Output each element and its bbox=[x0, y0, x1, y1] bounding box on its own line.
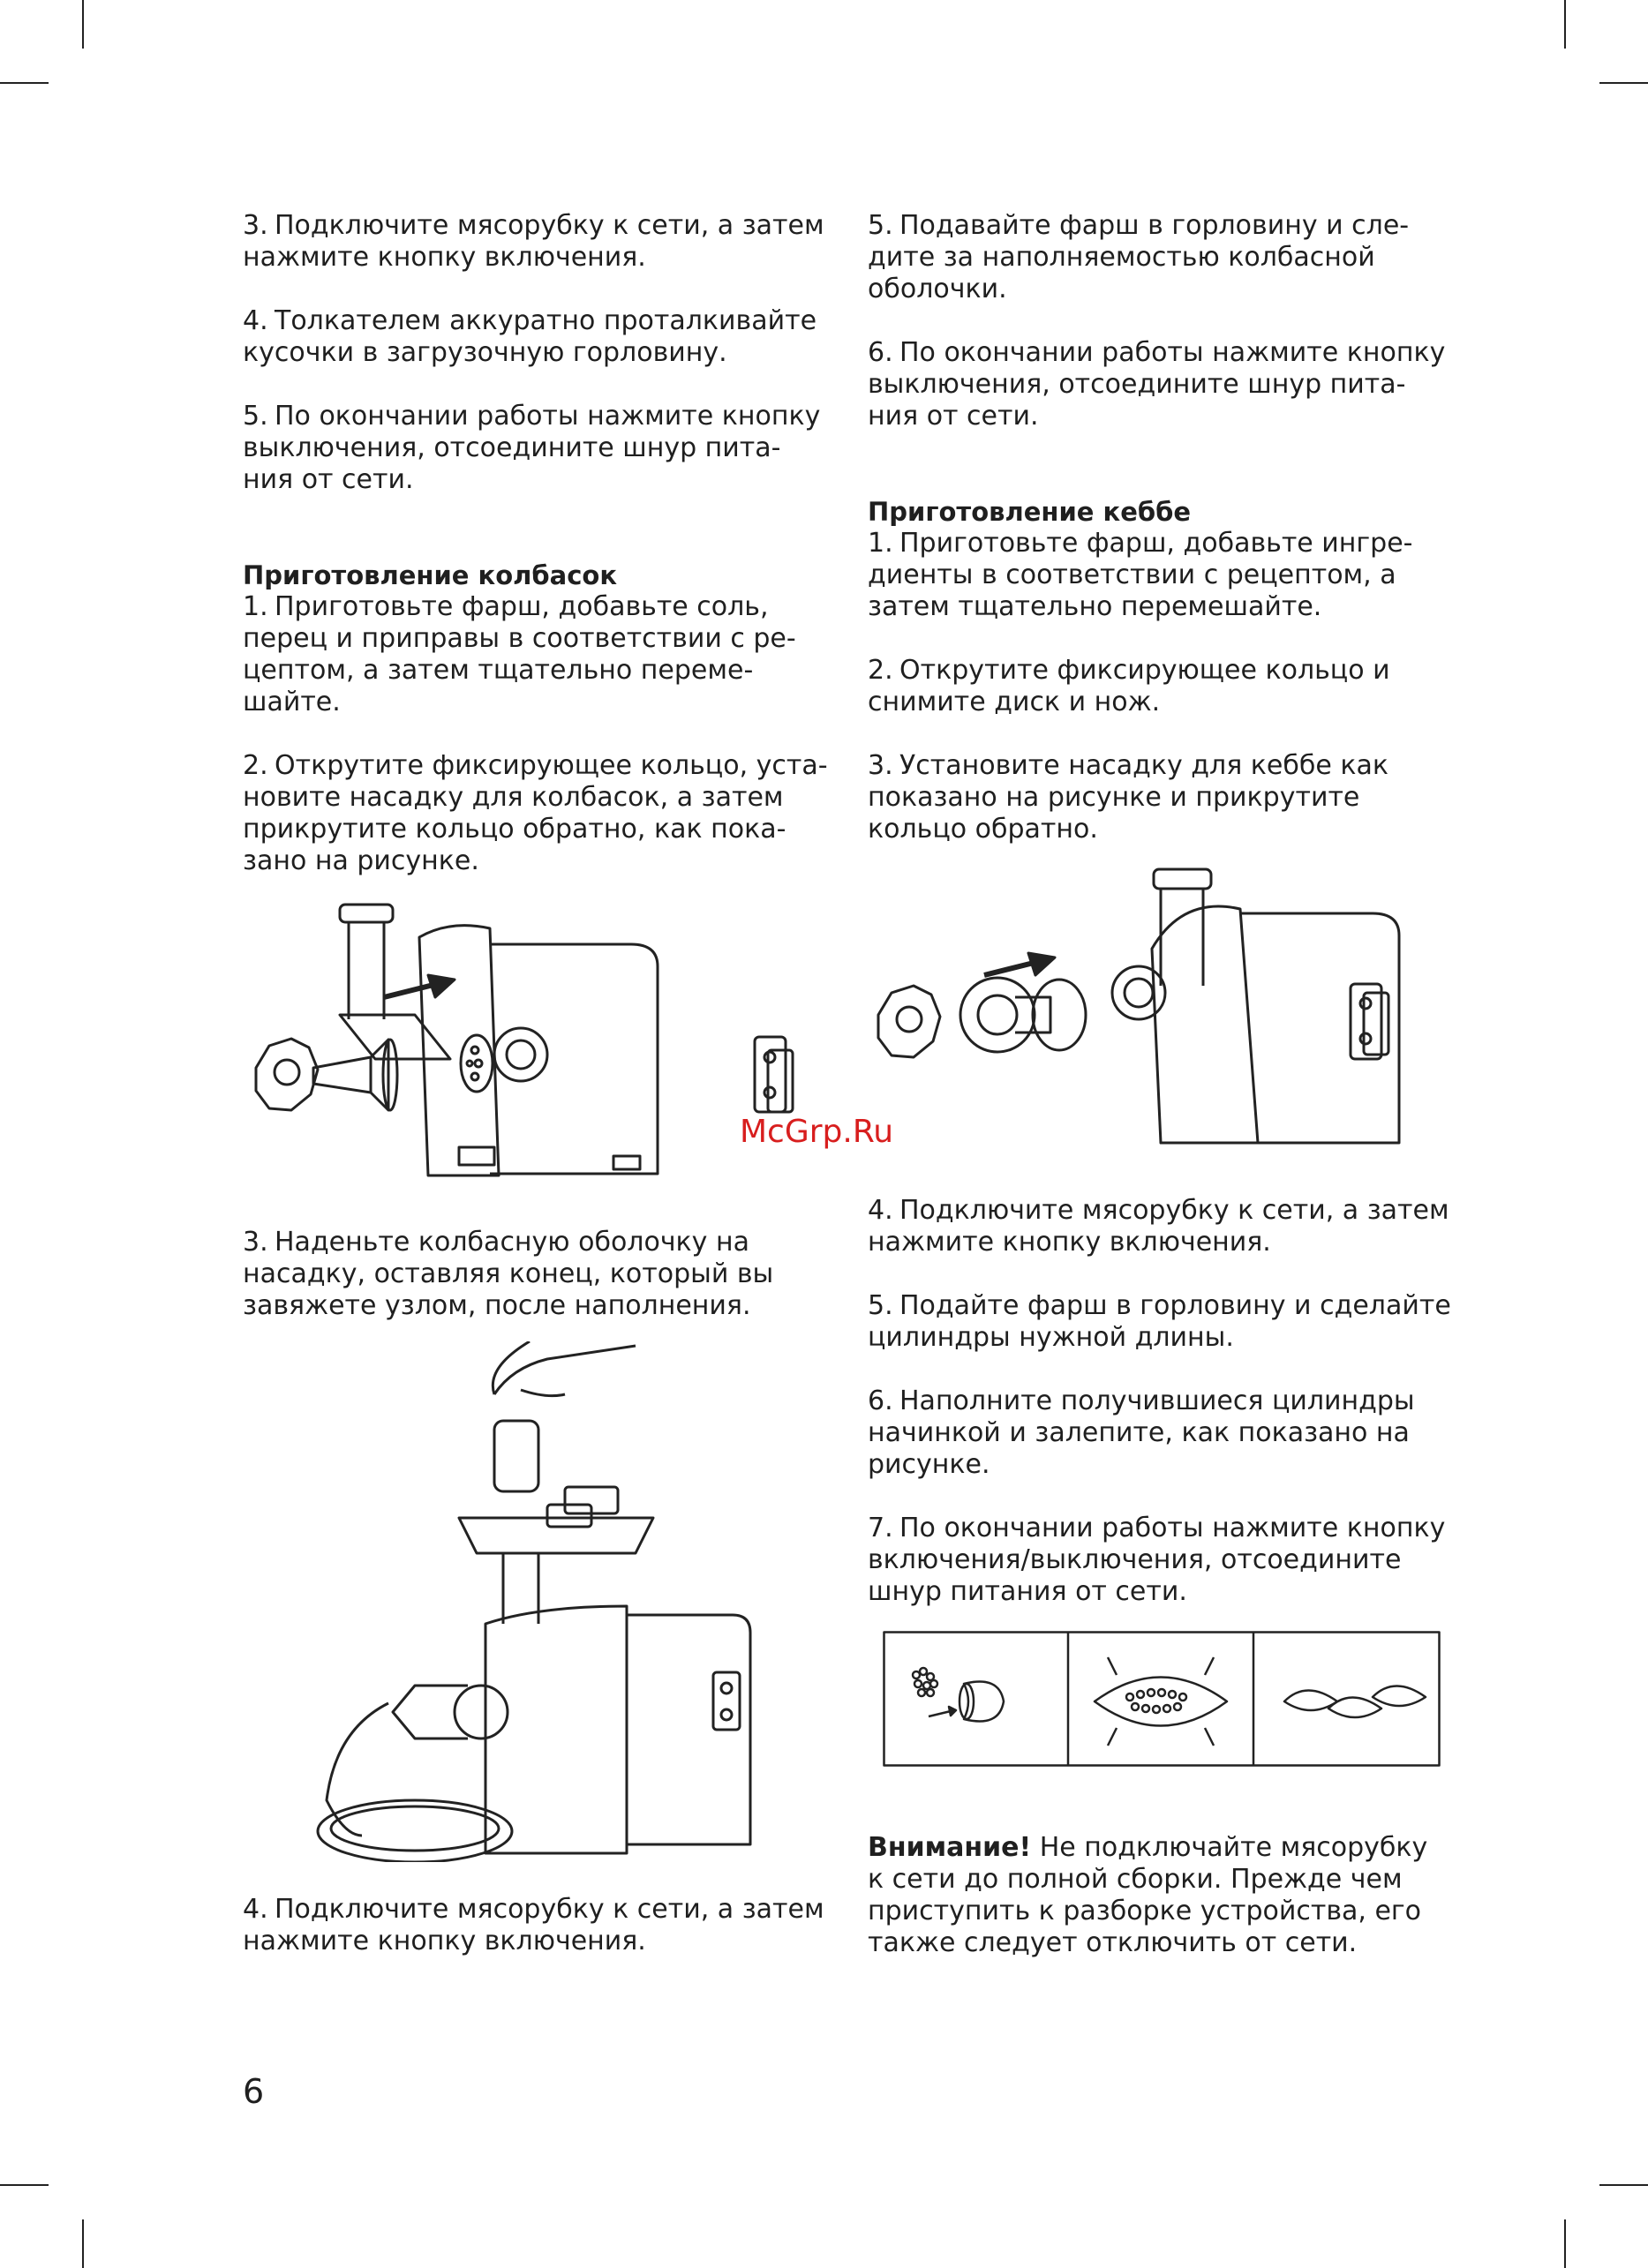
sausage-step-2: 2. Открутите фиксирующее кольцо, уста- новите насадку для колбасок, а затем прикрутите кольцо обратно, как пока- зано на рисунке. bbox=[243, 750, 828, 876]
kebbe-heading: Приготовление кеббе bbox=[868, 497, 1192, 527]
kebbe-step-2: 2. Открутите фиксирующее кольцо и снимите диск и нож. bbox=[868, 655, 1390, 717]
warning-note: Внимание! Не подключайте мясорубку к сети до полной сборки. Прежде чем приступить к разборке устройства, его также следует отключить от сети. bbox=[868, 1832, 1428, 1958]
kebbe-step-6: 6. Наполните получившиеся цилиндры начинкой и залепите, как показано на рисунке. bbox=[868, 1386, 1415, 1480]
kebbe-closing-icon bbox=[1095, 1678, 1227, 1726]
sausage-nozzle-icon bbox=[313, 1040, 388, 1110]
watermark: McGrp.Ru bbox=[740, 1114, 894, 1150]
kebbe-step-1: 1. Приготовьте фарш, добавьте ингре- диенты в соответствии с рецептом, а затем тщательно перемешайте. bbox=[868, 528, 1413, 622]
left-intro-step-5: 5. По окончании работы нажмите кнопку выключения, отсоедините шнур пита- ния от сети. bbox=[243, 401, 821, 495]
kebbe-attachment-figure bbox=[869, 860, 1452, 1160]
crop-mark bbox=[82, 0, 84, 49]
casing-icon bbox=[327, 1703, 388, 1836]
left-intro-step-4: 4. Толкателем аккуратно проталкивайте кусочки в загрузочную горловину. bbox=[243, 305, 817, 368]
pusher-icon bbox=[494, 1421, 538, 1491]
kebbe-step-5: 5. Подайте фарш в горловину и сделайте цилиндры нужной длины. bbox=[868, 1290, 1451, 1353]
right-intro-step-5: 5. Подавайте фарш в горловину и сле- дите за наполняемостью колбасной оболочки. bbox=[868, 210, 1410, 304]
arrow-icon bbox=[1108, 1657, 1214, 1746]
power-switch-icon bbox=[1351, 984, 1381, 1059]
kebbe-step-4: 4. Подключите мясорубку к сети, а затем нажмите кнопку включения. bbox=[868, 1195, 1449, 1258]
page-number: 6 bbox=[243, 2072, 265, 2111]
left-intro-step-3: 3. Подключите мясорубку к сети, а затем нажмите кнопку включения. bbox=[243, 210, 824, 273]
sausage-step-3: 3. Наденьте колбасную оболочку на насадку, оставляя конец, который вы завяжете узлом, после наполнения. bbox=[243, 1227, 774, 1321]
sausage-attachment-figure bbox=[238, 891, 839, 1200]
sausage-step-4: 4. Подключите мясорубку к сети, а затем нажмите кнопку включения. bbox=[243, 1894, 824, 1956]
arrow-icon bbox=[984, 962, 1037, 975]
warning-label: Внимание! bbox=[868, 1832, 1032, 1863]
tray-icon bbox=[459, 1518, 653, 1553]
power-switch-icon bbox=[755, 1037, 786, 1112]
fixing-ring-icon bbox=[878, 986, 940, 1057]
crop-mark bbox=[0, 2184, 49, 2186]
meat-grinder-body-icon bbox=[340, 905, 793, 1175]
sausage-heading: Приготовление колбасок bbox=[243, 560, 617, 590]
crop-mark bbox=[1564, 2219, 1566, 2268]
sausage-step-1: 1. Приготовьте фарш, добавьте соль, перец и приправы в соответствии с ре- цептом, а затем тщательно переме- шайте. bbox=[243, 591, 796, 717]
hand-icon bbox=[493, 1341, 636, 1396]
plate-disc-icon bbox=[461, 1035, 493, 1092]
filling-icon bbox=[913, 1668, 937, 1696]
crop-mark bbox=[1599, 2184, 1648, 2186]
fixing-ring-icon bbox=[256, 1039, 318, 1110]
crop-mark bbox=[1564, 0, 1566, 49]
kebbe-step-3: 3. Установите насадку для кеббе как показано на рисунке и прикрутите кольцо обратно. bbox=[868, 750, 1388, 845]
kebbe-step-7: 7. По окончании работы нажмите кнопку включения/выключения, отсоедините шнур питания от сети. bbox=[868, 1513, 1446, 1607]
crop-mark bbox=[82, 2219, 84, 2268]
meat-grinder-body-icon bbox=[1112, 869, 1399, 1143]
arrow-icon bbox=[384, 984, 437, 997]
right-intro-step-6: 6. По окончании работы нажмите кнопку выключения, отсоедините шнур пита- ния от сети. bbox=[868, 337, 1446, 432]
kebbe-shaping-figure bbox=[883, 1631, 1441, 1767]
crop-mark bbox=[0, 82, 49, 84]
sausage-filling-figure bbox=[291, 1341, 803, 1862]
crop-mark bbox=[1599, 82, 1648, 84]
plate-icon bbox=[318, 1800, 512, 1862]
kebbe-cone-icon bbox=[960, 978, 1035, 1052]
arrow-icon bbox=[929, 1711, 951, 1716]
sausage-nozzle-icon bbox=[393, 1686, 468, 1739]
